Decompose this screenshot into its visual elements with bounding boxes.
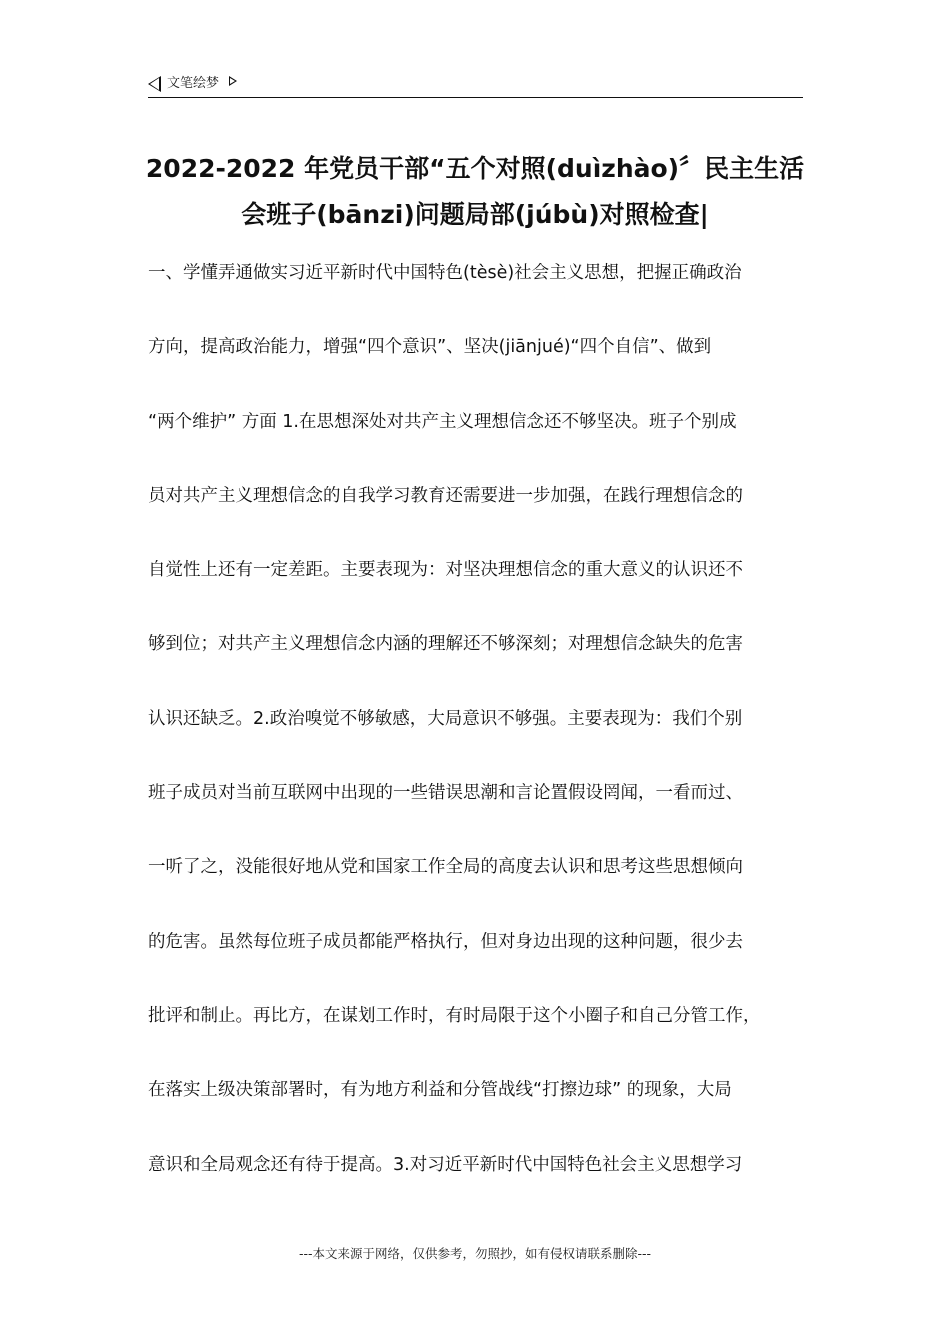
body-line: 认识还缺乏。2.政治嗅觉不够敏感，大局意识不够强。主要表现为：我们个别 [148,708,743,729]
body-line: 方向，提高政治能力，增强“四个意识”、坚决(jiānjué)“四个自信”、做到 [148,337,712,358]
body-line: 一、学懂弄通做实习近平新时代中国特色(tèsè)社会主义思想，把握正确政治 [148,263,742,283]
header-left [148,74,237,94]
page-footer: ---本文来源于网络，仅供参考，勿照抄，如有侵权请联系删除--- [298,1246,652,1261]
body-line: 够到位；对共产主义理想信念内涵的理解还不够深刻；对理想信念缺失的危害 [148,634,743,655]
document-title-line-1: 2022-2022 年党员干部“五个对照(duìzhào)〞民主生活 [145,154,805,183]
body-line: 班子成员对当前互联网中出现的一些错误思潮和言论置假设罔闻，一看而过、 [148,783,743,804]
body-line: 的危害。虽然每位班子成员都能严格执行，但对身边出现的这种问题，很少去 [148,931,743,952]
document-title-line-2: 会班子(bānzi)问题局部(júbù)对照检查| [241,200,709,229]
document-body [148,255,808,1221]
body-line: 在落实上级决策部署时，有为地方利益和分管战线“打擦边球” 的现象，大局 [148,1080,732,1101]
body-line: 自觉性上还有一定差距。主要表现为：对坚决理想信念的重大意义的认识还不 [148,560,743,581]
body-line: 员对共产主义理想信念的自我学习教育还需要进一步加强，在践行理想信念的 [148,485,743,506]
document-title [130,146,820,238]
page-header [148,74,803,98]
body-line: 意识和全局观念还有待于提高。3.对习近平新时代中国特色社会主义思想学习 [148,1154,743,1175]
header-divider [148,97,803,98]
header-brand: 文笔绘梦 [167,76,220,91]
body-line: 批评和制止。再比方，在谋划工作时，有时局限于这个小圈子和自己分管工作， [148,1005,761,1026]
body-line: 一听了之，没能很好地从党和国家工作全局的高度去认识和思考这些思想倾向 [148,857,743,878]
body-line: “两个维护” 方面 1.在思想深处对共产主义理想信念还不够坚决。班子个别成 [148,411,737,432]
triangle-right-icon [229,76,237,86]
triangle-left-icon [148,76,161,92]
